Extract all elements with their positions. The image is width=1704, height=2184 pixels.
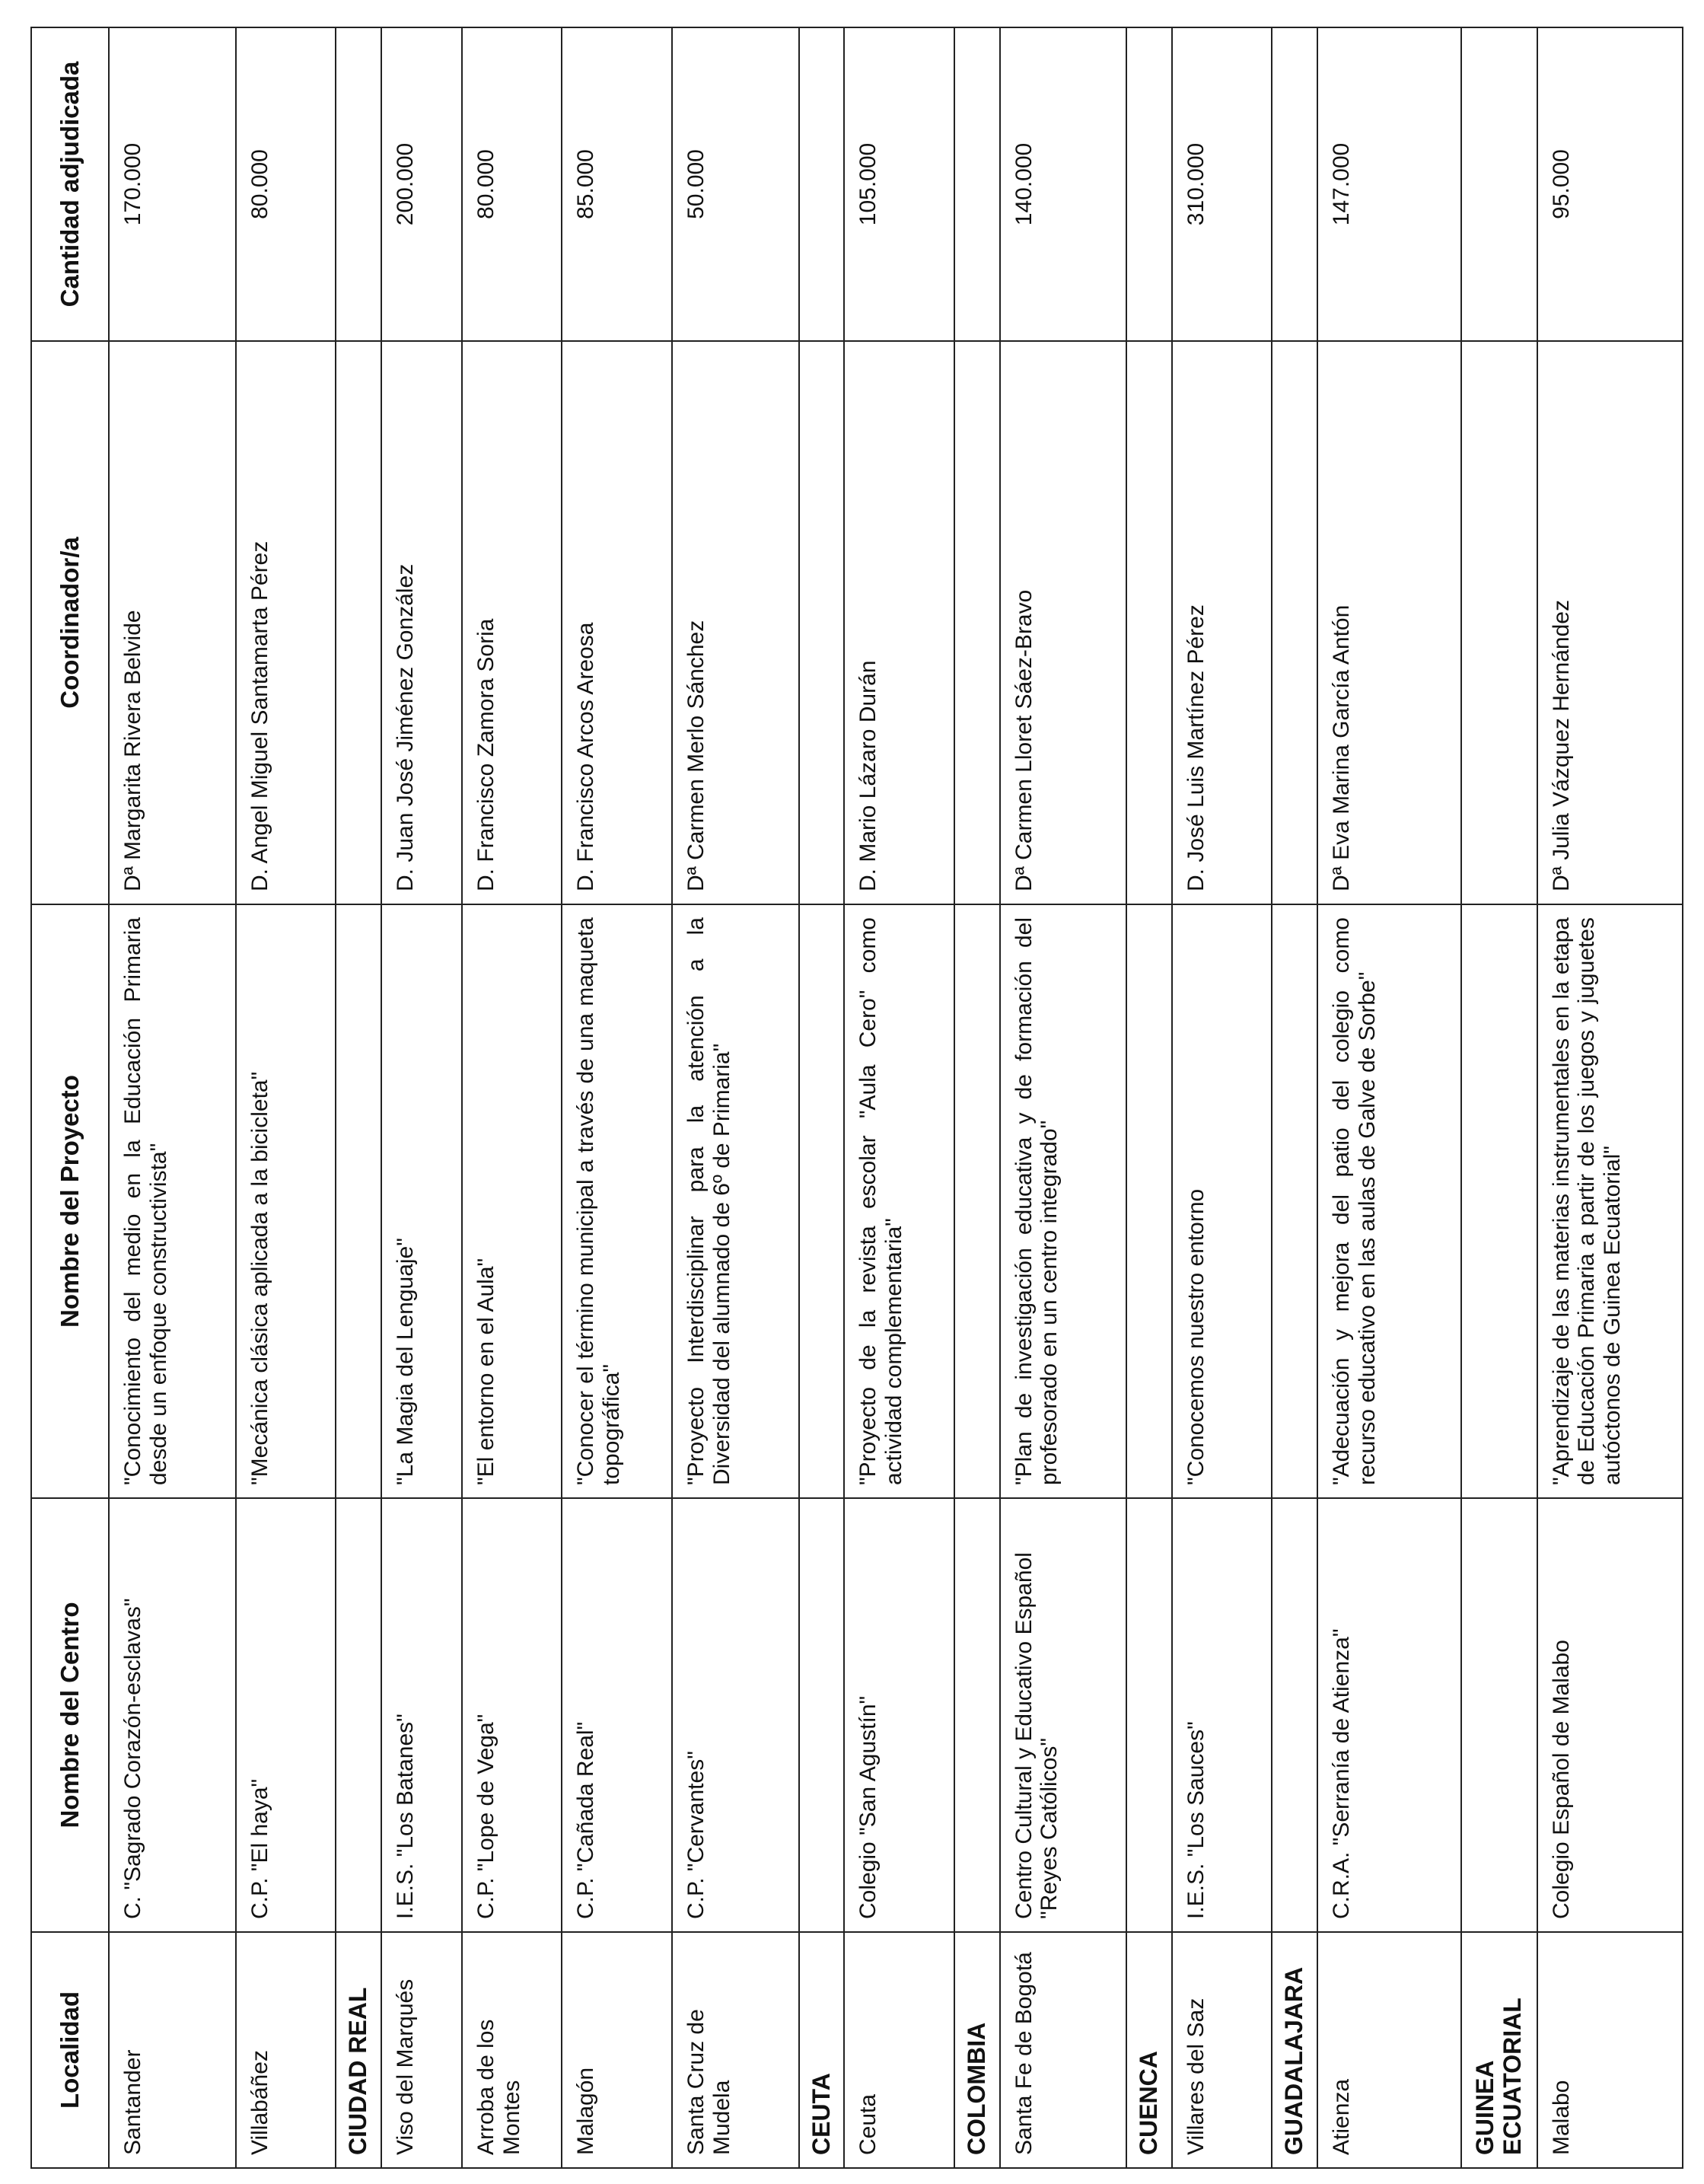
cell-centro: C.P. "Lope de Vega" xyxy=(462,1498,562,1932)
group-row xyxy=(954,27,1000,2168)
empty-cell xyxy=(1126,341,1172,904)
cell-cantidad: 50.000 xyxy=(672,27,799,341)
cell-cantidad: 170.000 xyxy=(109,27,236,341)
empty-cell xyxy=(1126,27,1172,341)
empty-cell xyxy=(1272,1498,1317,1932)
cell-cantidad: 200.000 xyxy=(381,27,463,341)
cell-coordinador: D. Angel Miguel Santamarta Pérez xyxy=(236,341,336,904)
empty-cell xyxy=(336,341,381,904)
cell-proyecto: "Aprendizaje de las materias instrumentales en la etapa de Educación Primaria a partir de los juegos y juguetes autóctonos de Guinea Ecuatorial" xyxy=(1537,904,1683,1498)
projects-table xyxy=(30,27,1683,2169)
cell-centro: C.R.A. "Serranía de Atienza" xyxy=(1317,1498,1461,1932)
cell-centro: C.P. "Cervantes" xyxy=(672,1498,799,1932)
cell-centro: I.E.S. "Los Batanes" xyxy=(381,1498,463,1932)
empty-cell xyxy=(336,27,381,341)
cell-localidad: Ceuta xyxy=(844,1932,954,2168)
empty-cell xyxy=(799,904,845,1498)
cell-proyecto: "Conocer el término municipal a través de una maqueta topográfica" xyxy=(562,904,671,1498)
cell-cantidad: 105.000 xyxy=(844,27,954,341)
group-row xyxy=(336,27,381,2168)
table-row xyxy=(1537,27,1683,2168)
header-localidad: Localidad xyxy=(31,1932,109,2168)
empty-cell xyxy=(1126,904,1172,1498)
cell-centro: Centro Cultural y Educativo Español "Reyes Católicos" xyxy=(1000,1498,1127,1932)
cell-localidad: Santa Cruz de Mudela xyxy=(672,1932,799,2168)
cell-proyecto: "Proyecto Interdisciplinar para la atención a la Diversidad del alumnado de 6º de Primaria" xyxy=(672,904,799,1498)
table-row xyxy=(1172,27,1272,2168)
cell-localidad: Atienza xyxy=(1317,1932,1461,2168)
cell-proyecto: "Proyecto de la revista escolar "Aula Cero" como actividad complementaria" xyxy=(844,904,954,1498)
cell-localidad: Santander xyxy=(109,1932,236,2168)
table-header-row xyxy=(31,27,109,2168)
cell-coordinador: D. Francisco Arcos Areosa xyxy=(562,341,671,904)
cell-proyecto: "Conocemos nuestro entorno xyxy=(1172,904,1272,1498)
cell-centro: C.P. "El haya" xyxy=(236,1498,336,1932)
cell-centro: Colegio "San Agustín" xyxy=(844,1498,954,1932)
cell-cantidad: 140.000 xyxy=(1000,27,1127,341)
cell-centro: I.E.S. "Los Sauces" xyxy=(1172,1498,1272,1932)
table-row xyxy=(1317,27,1461,2168)
table-row xyxy=(109,27,236,2168)
empty-cell xyxy=(799,1498,845,1932)
empty-cell xyxy=(799,27,845,341)
empty-cell xyxy=(954,27,1000,341)
cell-proyecto: "Conocimiento del medio en la Educación Primaria desde un enfoque constructivista" xyxy=(109,904,236,1498)
group-row xyxy=(1461,27,1537,2168)
empty-cell xyxy=(954,1498,1000,1932)
table-row xyxy=(672,27,799,2168)
cell-cantidad: 147.000 xyxy=(1317,27,1461,341)
table-row xyxy=(236,27,336,2168)
empty-cell xyxy=(1272,341,1317,904)
cell-proyecto: "Adecuación y mejora del patio del colegio como recurso educativo en las aulas de Galve de Sorbe" xyxy=(1317,904,1461,1498)
group-label: CUENCA xyxy=(1126,1932,1172,2168)
group-label: CIUDAD REAL xyxy=(336,1932,381,2168)
empty-cell xyxy=(1461,341,1537,904)
empty-cell xyxy=(954,904,1000,1498)
header-coordinador: Coordinador/a xyxy=(31,341,109,904)
group-label: CEUTA xyxy=(799,1932,845,2168)
table-body xyxy=(109,27,1683,2168)
cell-cantidad: 310.000 xyxy=(1172,27,1272,341)
empty-cell xyxy=(1461,27,1537,341)
cell-localidad: Viso del Marqués xyxy=(381,1932,463,2168)
cell-proyecto: "El entorno en el Aula" xyxy=(462,904,562,1498)
header-cantidad: Cantidad adjudicada xyxy=(31,27,109,341)
group-label: COLOMBIA xyxy=(954,1932,1000,2168)
group-row xyxy=(1272,27,1317,2168)
empty-cell xyxy=(1461,1498,1537,1932)
empty-cell xyxy=(1272,27,1317,341)
cell-localidad: Villabáñez xyxy=(236,1932,336,2168)
cell-coordinador: Dª Carmen Merlo Sánchez xyxy=(672,341,799,904)
cell-localidad: Villares del Saz xyxy=(1172,1932,1272,2168)
empty-cell xyxy=(1272,904,1317,1498)
empty-cell xyxy=(799,341,845,904)
cell-cantidad: 95.000 xyxy=(1537,27,1683,341)
group-row xyxy=(799,27,845,2168)
empty-cell xyxy=(1461,904,1537,1498)
cell-cantidad: 80.000 xyxy=(236,27,336,341)
header-centro: Nombre del Centro xyxy=(31,1498,109,1932)
table-row xyxy=(381,27,463,2168)
table-row xyxy=(1000,27,1127,2168)
cell-coordinador: D. José Luis Martínez Pérez xyxy=(1172,341,1272,904)
group-row xyxy=(1126,27,1172,2168)
table-row xyxy=(462,27,562,2168)
group-label: GUINEA ECUATORIAL xyxy=(1461,1932,1537,2168)
cell-cantidad: 80.000 xyxy=(462,27,562,341)
empty-cell xyxy=(1126,1498,1172,1932)
empty-cell xyxy=(336,1498,381,1932)
cell-centro: Colegio Español de Malabo xyxy=(1537,1498,1683,1932)
cell-proyecto: "Mecánica clásica aplicada a la bicicleta" xyxy=(236,904,336,1498)
table-row xyxy=(844,27,954,2168)
empty-cell xyxy=(954,341,1000,904)
cell-localidad: Santa Fe de Bogotá xyxy=(1000,1932,1127,2168)
header-proyecto: Nombre del Proyecto xyxy=(31,904,109,1498)
table-row xyxy=(562,27,671,2168)
group-label: GUADALAJARA xyxy=(1272,1932,1317,2168)
cell-centro: C.P. "Cañada Real" xyxy=(562,1498,671,1932)
cell-proyecto: "La Magia del Lenguaje" xyxy=(381,904,463,1498)
cell-localidad: Malabo xyxy=(1537,1932,1683,2168)
cell-localidad: Arroba de los Montes xyxy=(462,1932,562,2168)
cell-localidad: Malagón xyxy=(562,1932,671,2168)
cell-proyecto: "Plan de investigación educativa y de formación del profesorado en un centro integrado" xyxy=(1000,904,1127,1498)
cell-coordinador: D. Mario Lázaro Durán xyxy=(844,341,954,904)
cell-coordinador: D. Juan José Jiménez González xyxy=(381,341,463,904)
cell-centro: C. "Sagrado Corazón-esclavas" xyxy=(109,1498,236,1932)
cell-coordinador: D. Francisco Zamora Soria xyxy=(462,341,562,904)
cell-cantidad: 85.000 xyxy=(562,27,671,341)
empty-cell xyxy=(336,904,381,1498)
cell-coordinador: Dª Carmen Lloret Sáez-Bravo xyxy=(1000,341,1127,904)
cell-coordinador: Dª Julia Vázquez Hernández xyxy=(1537,341,1683,904)
cell-coordinador: Dª Eva Marina García Antón xyxy=(1317,341,1461,904)
cell-coordinador: Dª Margarita Rivera Belvide xyxy=(109,341,236,904)
